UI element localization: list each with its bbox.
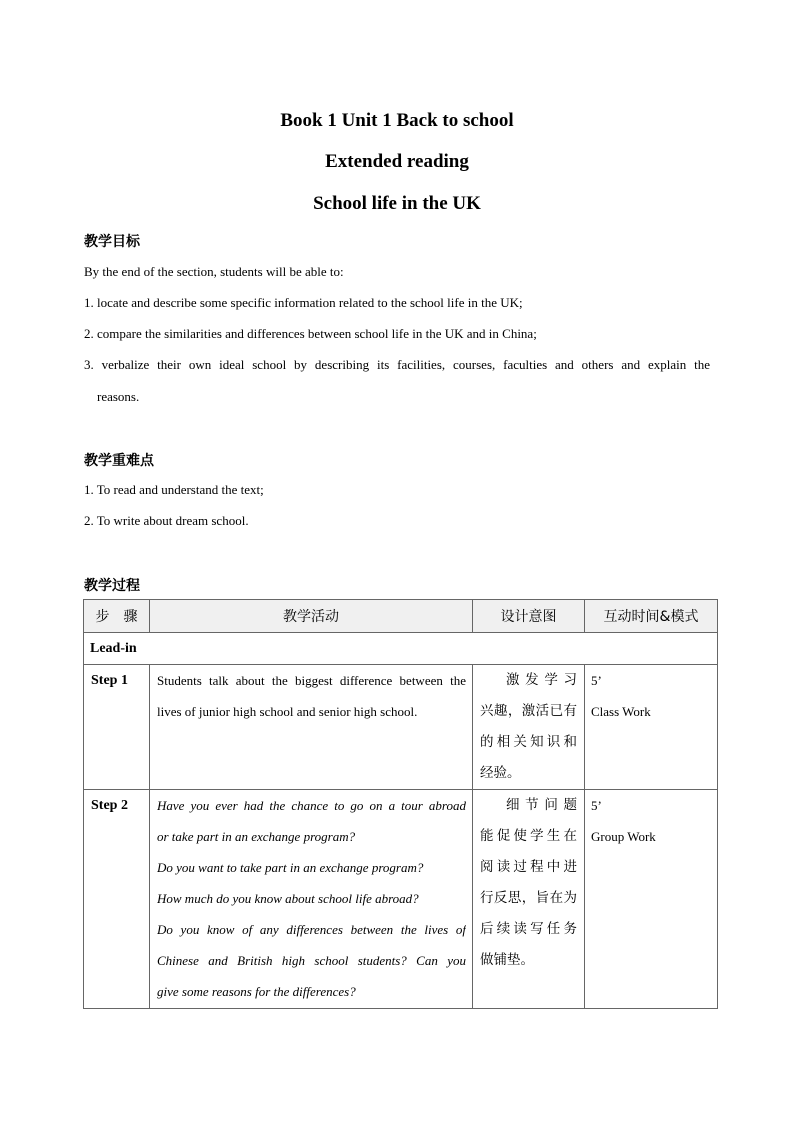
step-time-mode — [585, 790, 718, 1009]
stage-row — [84, 633, 718, 665]
key-point-item-1: 1. To read and understand the text; — [84, 482, 264, 497]
column-header-purpose: 设计意图 — [473, 600, 585, 633]
objective-item-1: 1. locate and describe some specific information related to the school life in the UK; — [84, 295, 523, 310]
activity-line: Do you want to take part in an exchange program? — [157, 860, 424, 875]
stage-label: Lead-in — [84, 633, 718, 665]
step-time-mode — [585, 665, 718, 790]
column-header-time-mode: 互动时间&模式 — [585, 600, 718, 633]
objective-item-2: 2. compare the similarities and differences between school life in the UK and in China; — [84, 326, 537, 341]
column-header-activity: 教学活动 — [150, 600, 473, 633]
step-name: Step 2 — [84, 790, 150, 1009]
activity-line: lives of junior high school and senior high school. — [157, 704, 418, 719]
purpose-line: 激发学习 — [506, 672, 577, 688]
activity-line: How much do you know about school life abroad? — [157, 891, 419, 906]
purpose-line: 阅读过程中进 — [480, 859, 577, 875]
activity-line: Do you know of any differences between the lives of — [157, 922, 466, 937]
step-name: Step 1 — [84, 665, 150, 790]
purpose-line: 能促使学生在 — [480, 828, 577, 844]
document-subtitle: Extended reading — [325, 151, 469, 172]
key-points-heading: 教学重难点 — [84, 453, 154, 469]
objective-item-3-continued: reasons. — [97, 389, 140, 404]
table-row — [84, 665, 718, 790]
lesson-title: School life in the UK — [313, 193, 481, 214]
activity-line: Chinese and British high school students? Can you — [157, 953, 466, 968]
activity-line: Have you ever had the chance to go on a tour abroad — [157, 798, 466, 813]
step-time: 5’ — [591, 673, 602, 688]
purpose-line: 细节问题 — [506, 797, 577, 813]
objectives-heading: 教学目标 — [84, 234, 140, 250]
purpose-line: 后续读写任务 — [480, 921, 577, 937]
step-mode: Group Work — [591, 829, 656, 844]
process-table — [83, 599, 718, 1009]
purpose-line: 的相关知识和 — [480, 734, 577, 750]
step-mode: Class Work — [591, 704, 651, 719]
objective-item-3: 3. verbalize their own ideal school by describing its facilities, courses, faculties and others and explain the — [84, 357, 710, 372]
purpose-line: 经验。 — [480, 765, 521, 781]
step-purpose — [473, 665, 585, 790]
purpose-line: 兴趣，激活已有 — [480, 703, 577, 719]
purpose-line: 做铺垫。 — [480, 952, 534, 968]
column-header-step: 步 骤 — [84, 600, 150, 633]
step-purpose — [473, 790, 585, 1009]
table-row — [84, 790, 718, 1009]
step-activity — [150, 790, 473, 1009]
activity-line: or take part in an exchange program? — [157, 829, 356, 844]
purpose-line: 行反思，旨在为 — [480, 890, 577, 906]
objectives-intro: By the end of the section, students will be able to: — [84, 264, 344, 279]
step-time: 5’ — [591, 798, 602, 813]
document-title: Book 1 Unit 1 Back to school — [280, 110, 514, 131]
activity-line: give some reasons for the differences? — [157, 984, 356, 999]
key-point-item-2: 2. To write about dream school. — [84, 513, 249, 528]
activity-line: Students talk about the biggest difference between the — [157, 673, 466, 688]
table-header-row — [84, 600, 718, 633]
step-activity — [150, 665, 473, 790]
process-heading: 教学过程 — [84, 578, 140, 594]
